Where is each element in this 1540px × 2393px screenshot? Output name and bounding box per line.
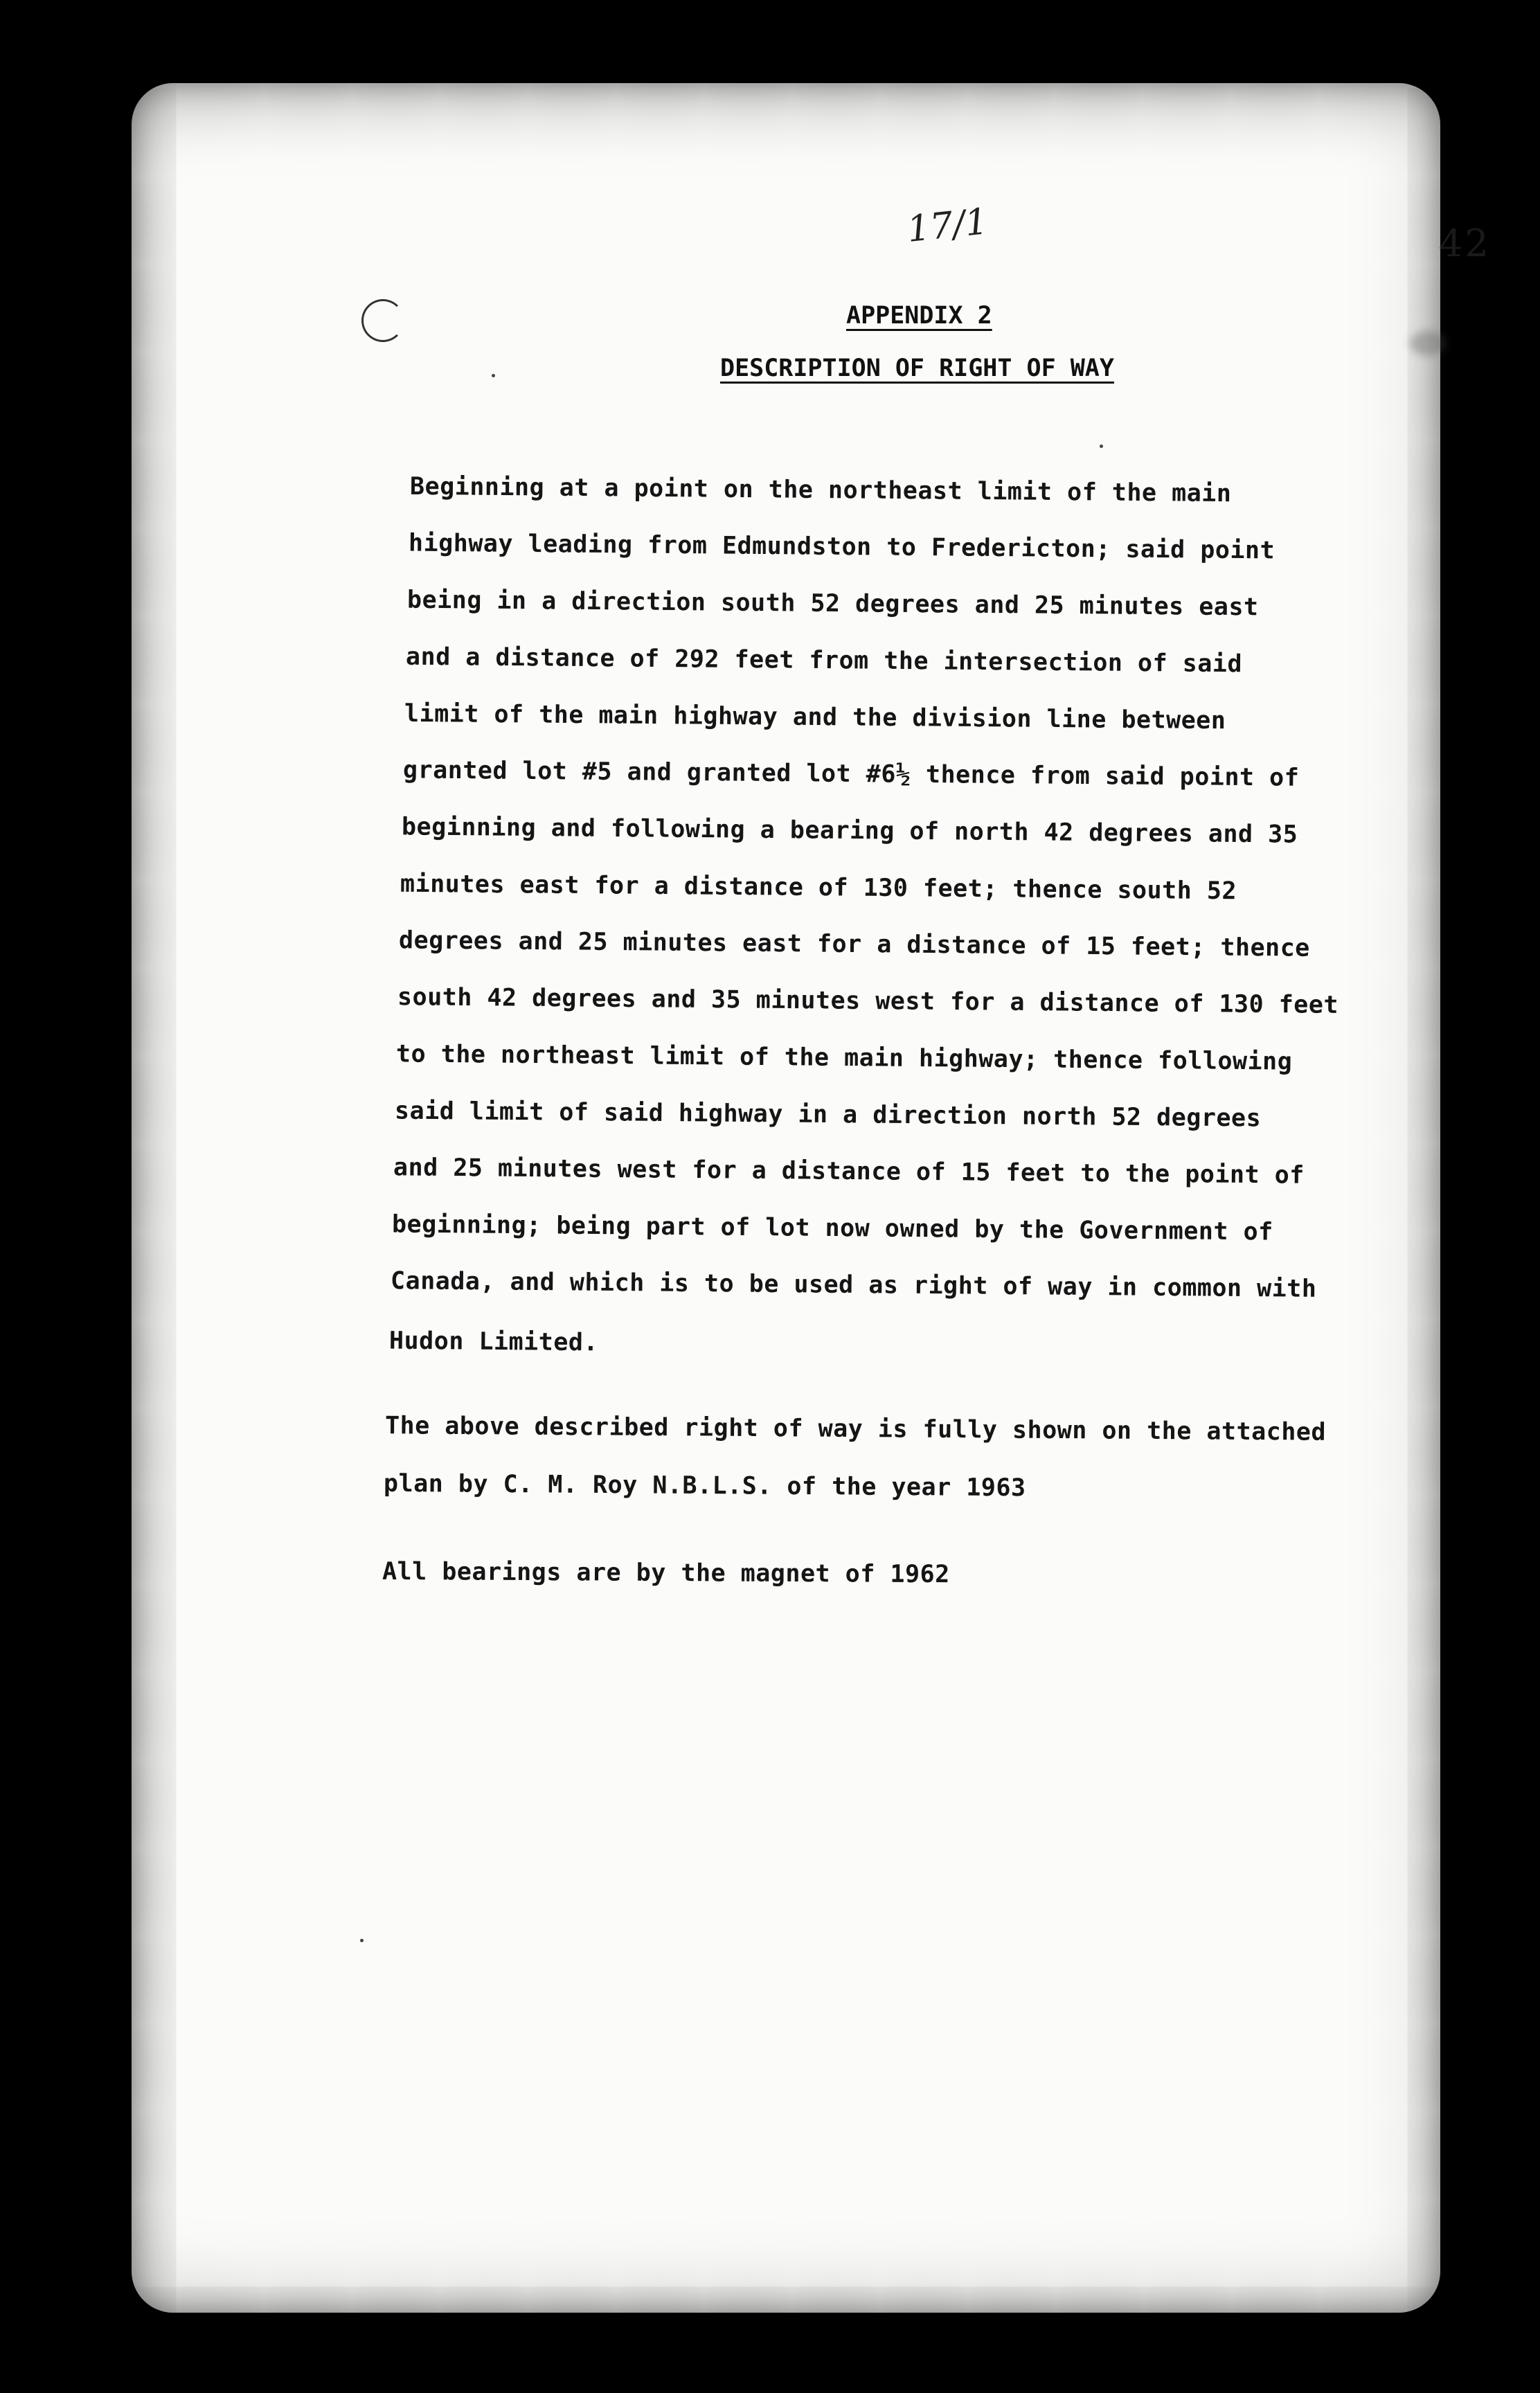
- document-page: [132, 83, 1491, 2313]
- text-line: and 25 minutes west for a distance of 15 feet to the point of: [393, 1154, 1305, 1190]
- text-line: said limit of said highway in a direction north 52 degrees: [394, 1097, 1262, 1133]
- ink-speck: [492, 374, 495, 377]
- text-line: highway leading from Edmundston to Fredericton; said point: [408, 529, 1275, 565]
- ink-smudge: [1410, 331, 1446, 356]
- text-line: being in a direction south 52 degrees and 25 minutes east: [406, 586, 1259, 622]
- text-line: beginning and following a bearing of north 42 degrees and 35: [401, 813, 1298, 849]
- text-line: Hudon Limited.: [388, 1327, 599, 1357]
- text-line: minutes east for a distance of 130 feet; thence south 52: [400, 870, 1237, 906]
- text-line: The above described right of way is fully shown on the attached: [384, 1412, 1327, 1446]
- text-line: All bearings are by the magnet of 1962: [382, 1557, 950, 1589]
- text-line: to the northeast limit of the main highway; thence following: [395, 1040, 1293, 1076]
- ink-speck: [1100, 445, 1103, 448]
- text-line: south 42 degrees and 35 minutes west for a distance of 130 feet: [397, 983, 1339, 1019]
- page-number: 42: [1439, 222, 1491, 265]
- ink-speck: [360, 1939, 364, 1942]
- text-line: degrees and 25 minutes east for a distance of 15 feet; thence: [398, 926, 1311, 962]
- text-line: Canada, and which is to be used as right of way in common with: [390, 1267, 1317, 1303]
- appendix-heading: APPENDIX 2: [846, 302, 992, 330]
- description-heading: DESCRIPTION OF RIGHT OF WAY: [720, 355, 1114, 382]
- punch-hole-mark: [361, 299, 404, 342]
- text-line: plan by C. M. Roy N.B.L.S. of the year 1963: [383, 1469, 1026, 1503]
- text-line: Beginning at a point on the northeast limit of the main: [409, 472, 1232, 508]
- text-line: limit of the main highway and the division line between: [404, 699, 1226, 735]
- text-line: beginning; being part of lot now owned by the Government of: [391, 1210, 1273, 1246]
- text-line: granted lot #5 and granted lot #6½ thence from said point of: [402, 756, 1300, 792]
- text-line: and a distance of 292 feet from the intersection of said: [405, 643, 1243, 679]
- handwritten-note: 17/1: [905, 201, 990, 251]
